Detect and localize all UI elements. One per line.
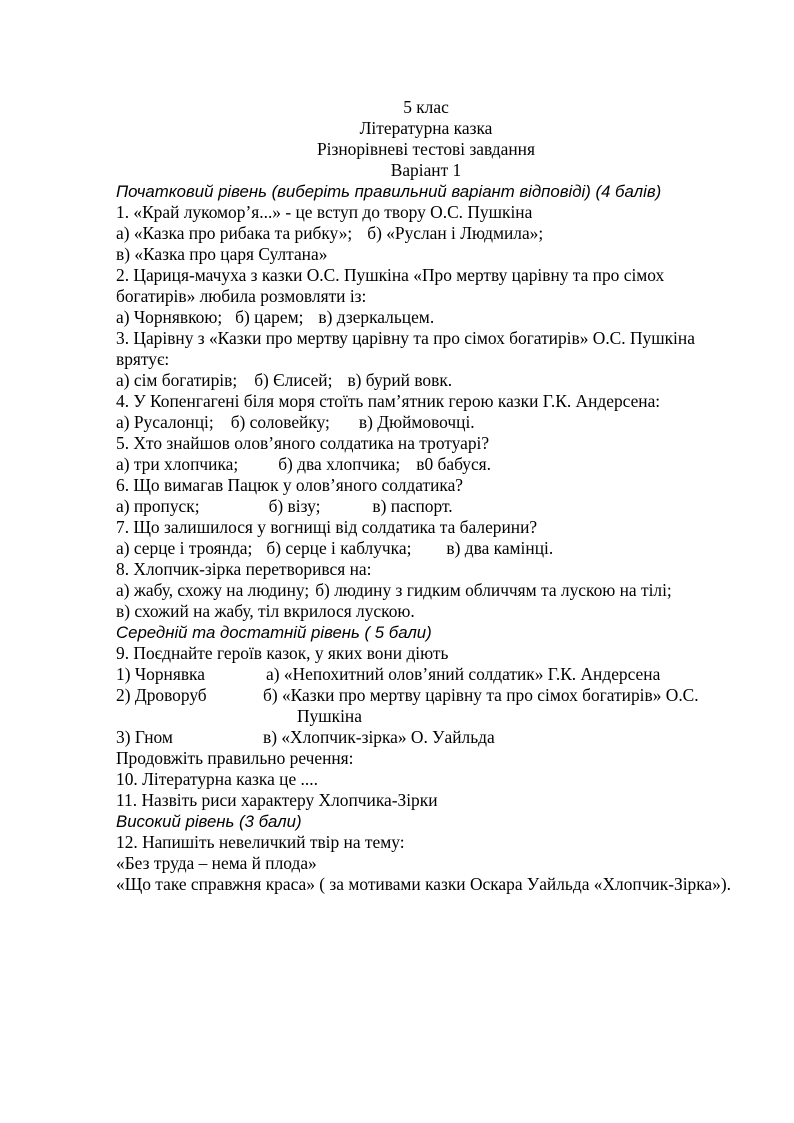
level-basic-heading: Початковий рівень (виберіть правильний варіант відповіді) (4 балів) xyxy=(116,182,662,201)
match-row-2-cont: Пушкіна xyxy=(297,706,362,726)
question-2-answers xyxy=(116,307,736,328)
answer-c: в0 бабуся. xyxy=(416,454,492,474)
question-3-cont: врятує: xyxy=(116,349,170,369)
question-7-answers xyxy=(116,538,736,559)
question-3: 3. Царівну з «Казки про мертву царівну та про сімох богатирів» О.С. Пушкіна xyxy=(116,328,695,348)
answer-a: а) серце і троянда; xyxy=(116,538,253,558)
answer-c: в) паспорт. xyxy=(372,496,453,516)
answer-a: а) Чорнявкою; xyxy=(116,307,223,327)
question-4-answers xyxy=(116,412,736,433)
answer-a: а) сім богатирів; xyxy=(116,370,238,390)
essay-topic-2: «Що таке справжня краса» ( за мотивами казки Оскара Уайльда «Хлопчик-Зірка»). xyxy=(116,874,731,894)
answer-c: в) дзеркальцем. xyxy=(318,307,435,327)
match-left: 3) Гном xyxy=(116,727,173,747)
question-9: 9. Поєднайте героїв казок, у яких вони діють xyxy=(116,643,449,663)
answer-a: а) пропуск; xyxy=(116,496,200,516)
question-11: 11. Назвіть риси характеру Хлопчика-Зірки xyxy=(116,790,438,810)
question-5: 5. Хто знайшов олов’яного солдатика на тротуарі? xyxy=(116,433,490,453)
level-high-heading: Високий рівень (3 бали) xyxy=(116,812,302,831)
answer-a: а) жабу, схожу на людину; xyxy=(116,580,310,600)
question-12: 12. Напишіть невеличкий твір на тему: xyxy=(116,832,405,852)
topic-heading: Літературна казка xyxy=(359,118,493,138)
answer-a: а) три хлопчика; xyxy=(116,454,239,474)
answer-c: в) схожий на жабу, тіл вкрилося лускою. xyxy=(116,601,415,621)
subtitle-heading: Різнорівневі тестові завдання xyxy=(316,139,535,159)
answer-a: а) «Казка про рибака та рибку»; xyxy=(116,223,353,243)
answer-c: в) Дюймовочці. xyxy=(358,412,475,432)
answer-c: в) два камінці. xyxy=(446,538,554,558)
question-7: 7. Що залишилося у вогнищі від солдатика та балерини? xyxy=(116,517,538,537)
question-4: 4. У Копенгагені біля моря стоїть пам’ятник герою казки Г.К. Андерсена: xyxy=(116,391,661,411)
variant-heading: Варіант 1 xyxy=(390,160,462,180)
essay-topic-1: «Без труда – нема й плода» xyxy=(116,853,317,873)
answer-b: б) соловейку; xyxy=(230,412,330,432)
answer-b: б) «Руслан і Людмила»; xyxy=(367,223,544,243)
continue-prompt: Продовжіть правильно речення: xyxy=(116,748,354,768)
question-10: 10. Літературна казка це .... xyxy=(116,769,318,789)
match-row-3 xyxy=(116,727,736,748)
document-content xyxy=(116,97,736,895)
question-1: 1. «Край лукомор’я...» - це вступ до твору О.С. Пушкіна xyxy=(116,202,533,222)
match-right: а) «Непохитний олов’яний солдатик» Г.К. Андерсена xyxy=(266,664,661,684)
question-8-answers-ab xyxy=(116,580,736,601)
question-8: 8. Хлопчик-зірка перетворився на: xyxy=(116,559,372,579)
answer-b: б) людину з гидким обличчям та лускою на тілі; xyxy=(315,580,672,600)
answer-b: б) два хлопчика; xyxy=(278,454,401,474)
answer-c: в) «Казка про царя Султана» xyxy=(116,244,328,264)
grade-heading: 5 клас xyxy=(403,97,449,117)
question-6-answers xyxy=(116,496,736,517)
answer-b: б) візу; xyxy=(268,496,321,516)
answer-b: б) Єлисей; xyxy=(254,370,333,390)
question-6: 6. Що вимагав Пацюк у олов’яного солдатика? xyxy=(116,475,464,495)
match-right: в) «Хлопчик-зірка» О. Уайльда xyxy=(263,727,495,747)
answer-a: а) Русалонці; xyxy=(116,412,214,432)
match-row-2 xyxy=(116,685,736,706)
answer-b: б) царем; xyxy=(235,307,304,327)
level-middle-heading: Середній та достатній рівень ( 5 бали) xyxy=(116,623,432,642)
question-1-answers-ab xyxy=(116,223,736,244)
match-left: 1) Чорнявка xyxy=(116,664,205,684)
answer-c: в) бурий вовк. xyxy=(347,370,453,390)
match-left: 2) Дроворуб xyxy=(116,685,207,705)
question-5-answers xyxy=(116,454,736,475)
match-row-1 xyxy=(116,664,736,685)
answer-b: б) серце і каблучка; xyxy=(266,538,412,558)
question-2: 2. Цариця-мачуха з казки О.С. Пушкіна «Про мертву царівну та про сімох xyxy=(116,265,665,285)
question-2-cont: богатирів» любила розмовляти із: xyxy=(116,286,367,306)
match-right: б) «Казки про мертву царівну та про сімох богатирів» О.С. xyxy=(263,685,699,705)
question-3-answers xyxy=(116,370,736,391)
